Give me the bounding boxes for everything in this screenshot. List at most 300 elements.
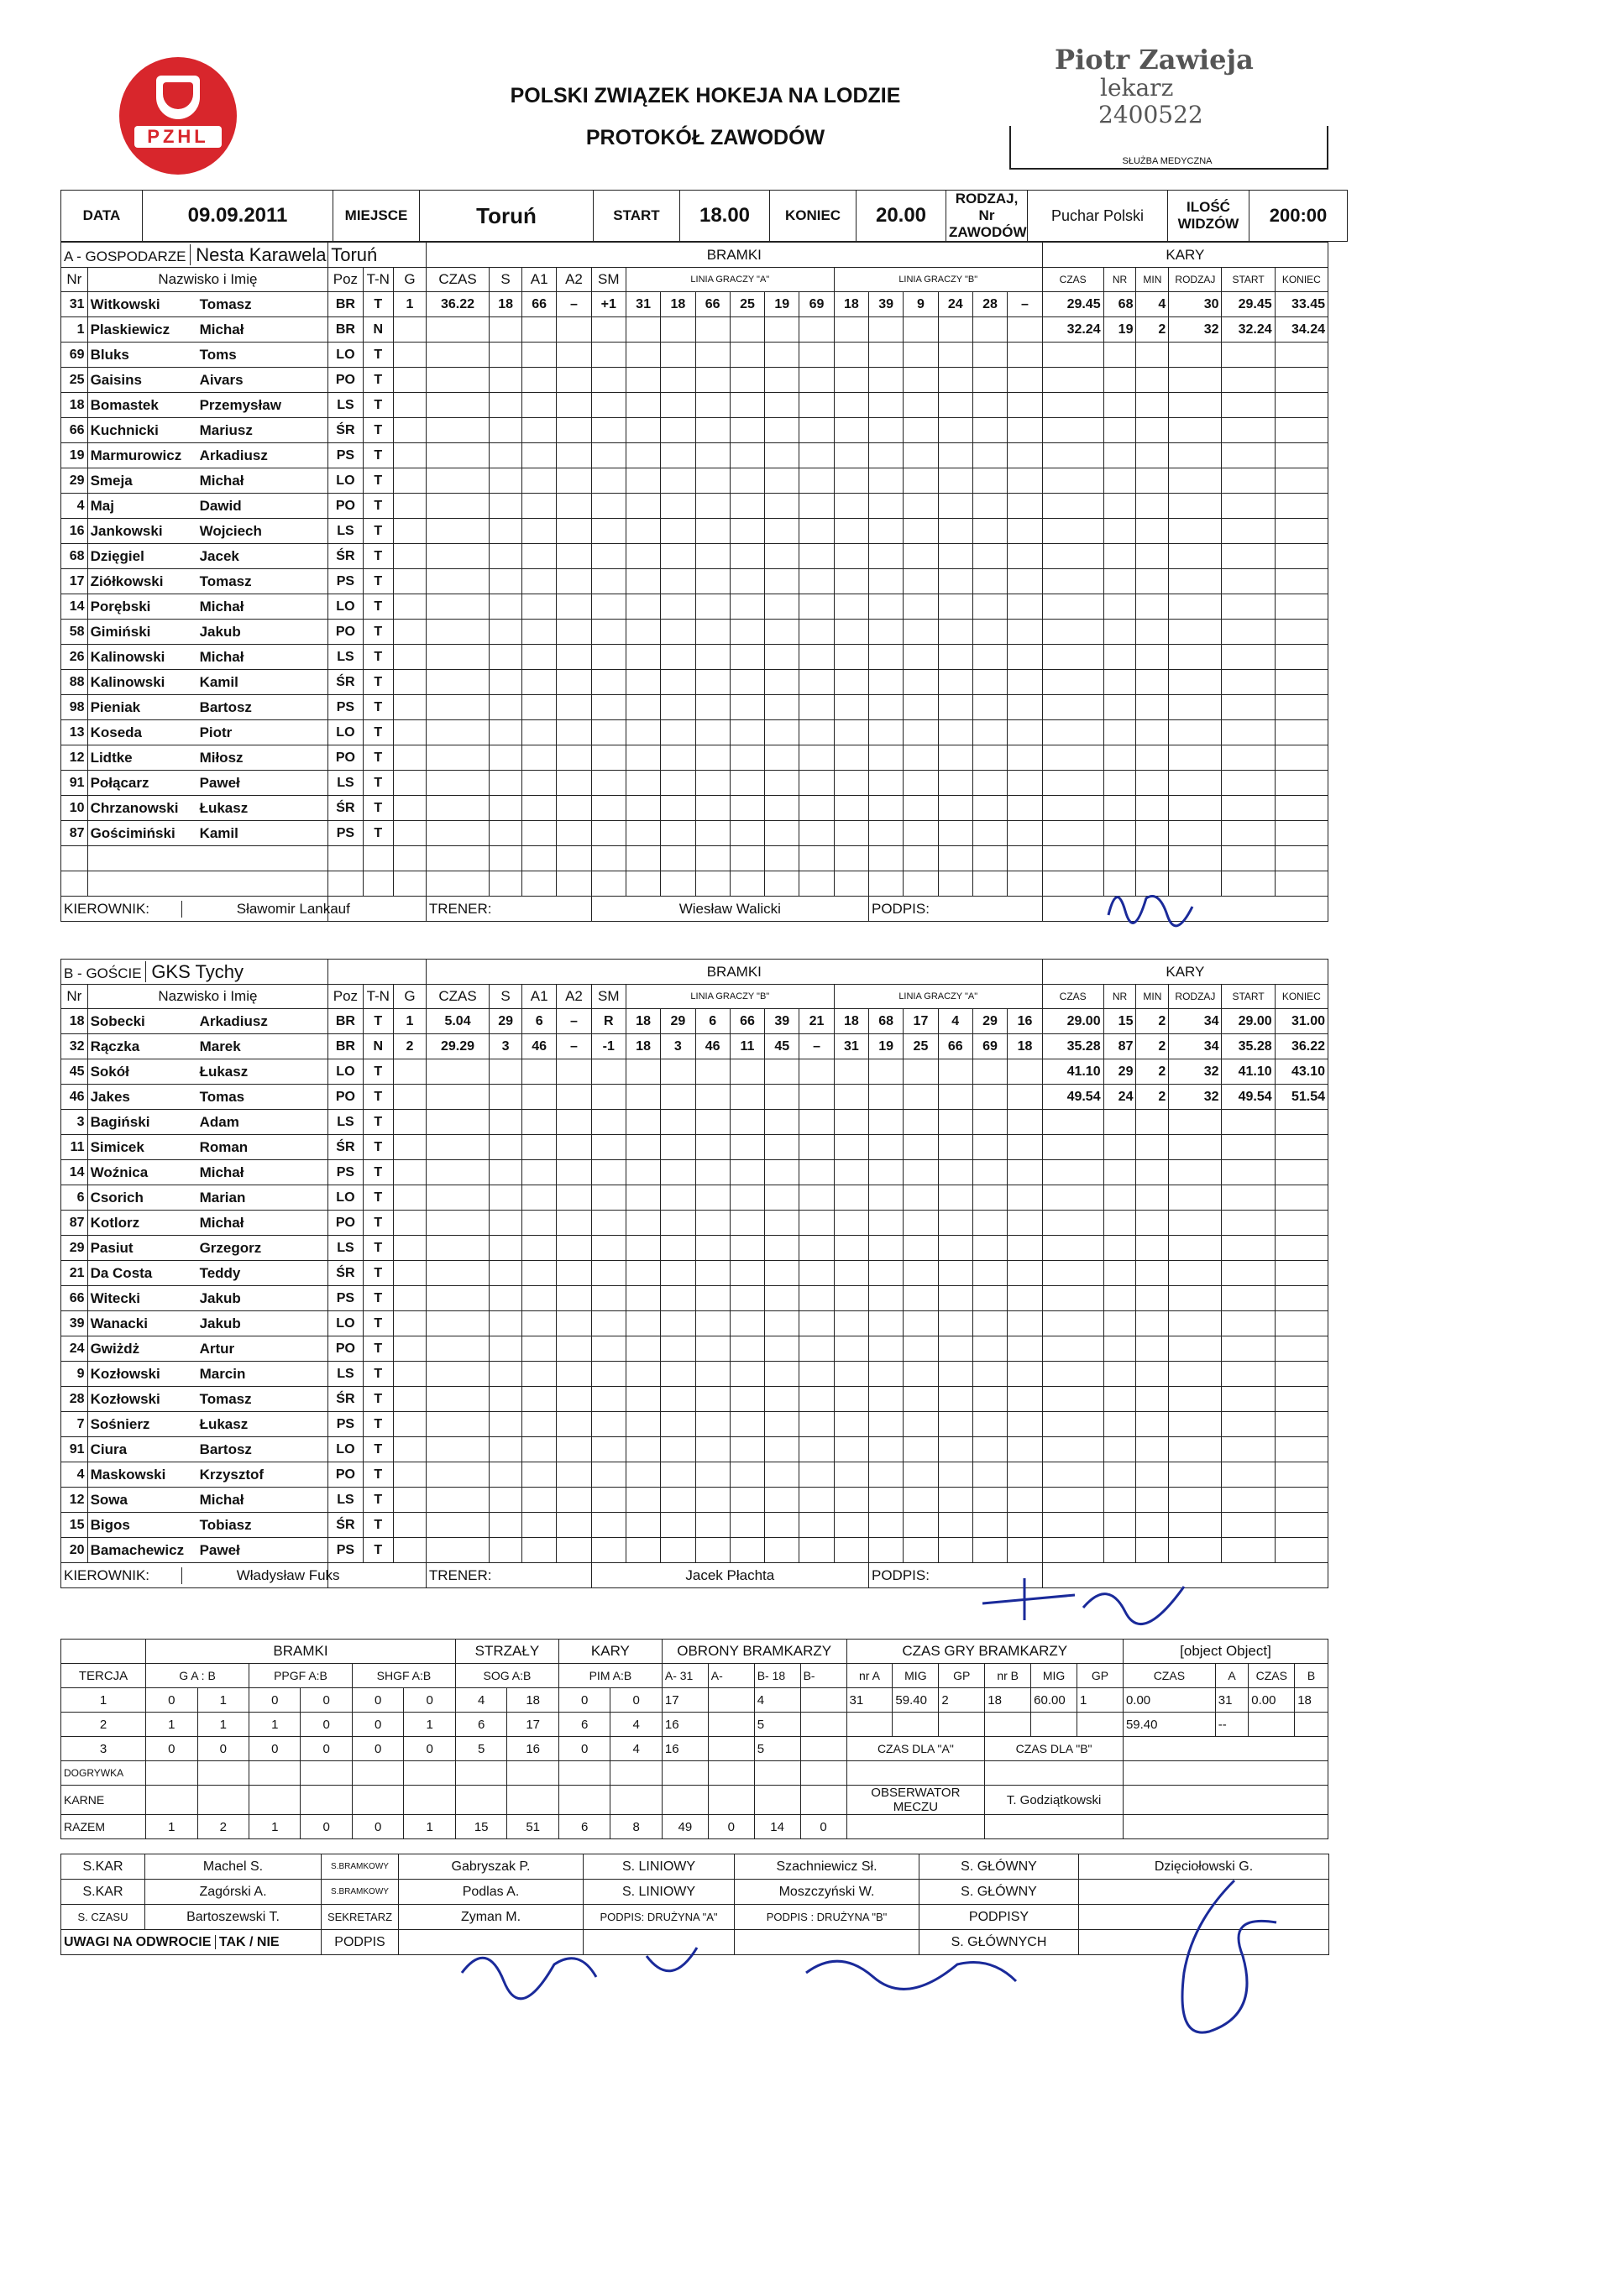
player-number: 16 <box>61 519 88 544</box>
player-tn: T <box>363 1236 393 1261</box>
karne-label: KARNE <box>61 1786 146 1815</box>
col-mig-a: MIG <box>893 1664 939 1688</box>
player-position: LS <box>328 771 363 796</box>
player-firstname: Łukasz <box>199 1415 249 1432</box>
player-position: LO <box>328 1059 363 1085</box>
goal-cell: 46 <box>522 1034 557 1059</box>
player-name <box>87 695 328 720</box>
value-a: 0 <box>146 1688 197 1713</box>
summary-kary: KARY <box>558 1640 662 1664</box>
player-position: LO <box>328 1437 363 1462</box>
player-surname: Bamachewicz <box>90 1541 185 1558</box>
goal-cell: 2 <box>394 1034 427 1059</box>
player-firstname: Teddy <box>199 1264 241 1281</box>
penalty-cell: 2 <box>1136 1059 1169 1085</box>
player-surname: Pasiut <box>90 1239 134 1256</box>
team_a-col-s: S <box>490 268 522 292</box>
player-firstname: Tomasz <box>199 573 252 589</box>
player-firstname: Paweł <box>199 774 240 791</box>
col-nrb: nr B <box>985 1664 1031 1688</box>
value-a: 0 <box>249 1688 301 1713</box>
value-a: 0 <box>146 1737 197 1761</box>
czas-dla-a: CZAS DLA "A" <box>846 1737 985 1761</box>
player-number: 39 <box>61 1311 88 1336</box>
col-a31: A- 31 <box>662 1664 708 1688</box>
player-number: 15 <box>61 1513 88 1538</box>
team_a-player-row <box>61 569 1328 594</box>
penalty-cell: 87 <box>1103 1034 1136 1059</box>
value-b: 0 <box>301 1815 352 1839</box>
goal-cell: 31 <box>626 292 660 317</box>
player-number: 7 <box>61 1412 88 1437</box>
player-tn: T <box>363 594 393 620</box>
col-mig-b: MIG <box>1031 1664 1077 1688</box>
value-b: 17 <box>507 1713 558 1737</box>
player-surname: Sowa <box>90 1491 128 1508</box>
team_a-player-row <box>61 720 1328 745</box>
team_a-player-row <box>61 368 1328 393</box>
saves-a-total: 49 <box>662 1815 708 1839</box>
player-tn: T <box>363 468 393 494</box>
player-surname: Lidtke <box>90 749 133 766</box>
end-time: 20.00 <box>857 191 946 242</box>
player-tn: T <box>363 292 393 317</box>
player-surname: Kozłowski <box>90 1390 160 1407</box>
player-number: 26 <box>61 645 88 670</box>
goal-cell: – <box>1008 292 1043 317</box>
penalty-cell: 24 <box>1103 1085 1136 1110</box>
player-surname: Maj <box>90 497 114 514</box>
team_a-team-name: Nesta Karawela Toruń <box>190 244 377 265</box>
player-tn: T <box>363 1085 393 1110</box>
player-firstname: Piotr <box>199 724 233 740</box>
value-b: 4 <box>610 1737 662 1761</box>
player-tn: T <box>363 569 393 594</box>
col-zmiany-czas-b: CZAS <box>1249 1664 1295 1688</box>
player-surname: Koseda <box>90 724 142 740</box>
match-place: Toruń <box>420 191 594 242</box>
gk-b-number: 18 <box>985 1688 1031 1713</box>
player-surname: Wanacki <box>90 1315 148 1331</box>
player-name <box>87 519 328 544</box>
podpis-b-label: PODPIS : DRUŻYNA "B" <box>735 1905 919 1930</box>
team_b-col-k-start: START <box>1222 985 1275 1009</box>
goal-cell: 31 <box>834 1034 868 1059</box>
team_b-player-row <box>61 1185 1328 1211</box>
player-tn: T <box>363 368 393 393</box>
value-a: 6 <box>558 1815 610 1839</box>
penalty-cell: 32.24 <box>1222 317 1275 343</box>
player-name <box>87 368 328 393</box>
penalty-cell: 29.00 <box>1222 1009 1275 1034</box>
player-number <box>61 846 88 871</box>
zmiany-time-2: 0.00 <box>1249 1688 1295 1713</box>
team_a-col-k-min: MIN <box>1136 268 1169 292</box>
player-number: 45 <box>61 1059 88 1085</box>
team_b-player-row <box>61 1336 1328 1362</box>
team_b-col-a1: A1 <box>522 985 557 1009</box>
player-surname: Plaskiewicz <box>90 321 170 337</box>
team_b-team-name: GKS Tychy <box>145 961 244 982</box>
sczasu-label: S. CZASU <box>61 1905 145 1930</box>
player-firstname: Miłosz <box>199 749 244 766</box>
team_a-col-poz: Poz <box>328 268 363 292</box>
player-number: 69 <box>61 343 88 368</box>
penalty-cell: 15 <box>1103 1009 1136 1034</box>
goal-cell: 18 <box>626 1034 660 1059</box>
saves-b: 5 <box>754 1713 800 1737</box>
goal-cell: – <box>557 1034 591 1059</box>
zmiany-a: 31 <box>1215 1688 1249 1713</box>
value-a: 0 <box>558 1688 610 1713</box>
value-a: 15 <box>455 1815 506 1839</box>
goal-cell: 39 <box>869 292 904 317</box>
player-number: 24 <box>61 1336 88 1362</box>
team_a-manager: KIEROWNIK: Sławomir Lankauf <box>61 897 328 922</box>
col-gp-b: GP <box>1077 1664 1124 1688</box>
player-position: LS <box>328 1110 363 1135</box>
player-name <box>87 418 328 443</box>
goal-cell: 68 <box>869 1009 904 1034</box>
player-tn: T <box>363 1387 393 1412</box>
player-name <box>87 1110 328 1135</box>
penalty-cell: 2 <box>1136 1085 1169 1110</box>
goal-cell: 45 <box>765 1034 799 1059</box>
skar-label: S.KAR <box>61 1854 145 1880</box>
player-name <box>87 1412 328 1437</box>
player-surname: Maskowski <box>90 1466 166 1483</box>
value-b: 4 <box>610 1713 662 1737</box>
player-firstname: Krzysztof <box>199 1466 265 1483</box>
team_b-manager: KIEROWNIK: Władysław Fuks <box>61 1563 328 1588</box>
value-a: 0 <box>249 1737 301 1761</box>
penalty-cell: 36.22 <box>1275 1034 1328 1059</box>
widzow-label: ILOŚĆ WIDZÓW <box>1168 191 1249 242</box>
player-surname: Witkowski <box>90 295 160 312</box>
value-b: 2 <box>197 1815 249 1839</box>
player-name <box>87 821 328 846</box>
team_a-col-k-start: START <box>1222 268 1275 292</box>
col-ga: G A : B <box>146 1664 249 1688</box>
player-tn: T <box>363 771 393 796</box>
player-firstname: Marek <box>199 1038 241 1054</box>
penalty-cell: 41.10 <box>1222 1059 1275 1085</box>
player-surname: Bomastek <box>90 396 159 413</box>
team_a-signature-label: PODPIS: <box>869 897 1043 922</box>
value-b: 1 <box>404 1713 455 1737</box>
team_b-player-row <box>61 1437 1328 1462</box>
goal-cell: +1 <box>591 292 626 317</box>
col-gp-a: GP <box>939 1664 985 1688</box>
player-surname: Sokół <box>90 1063 129 1080</box>
player-position: ŚR <box>328 1387 363 1412</box>
team_a-coach: Wiesław Walicki <box>591 897 868 922</box>
player-tn: T <box>363 1185 393 1211</box>
player-position: ŚR <box>328 670 363 695</box>
penalty-cell: 34.24 <box>1275 317 1328 343</box>
col-b: B- <box>800 1664 846 1688</box>
player-firstname: Bartosz <box>199 1441 252 1457</box>
player-tn: T <box>363 1059 393 1085</box>
player-firstname: Wojciech <box>199 522 262 539</box>
zmiany-dash: -- <box>1215 1713 1249 1737</box>
team_a-kary-header: KARY <box>1042 243 1328 268</box>
summary-strzaly: STRZAŁY <box>455 1640 558 1664</box>
player-number: 87 <box>61 821 88 846</box>
czas-dla-b: CZAS DLA "B" <box>985 1737 1124 1761</box>
team_a-player-row <box>61 771 1328 796</box>
team_b-player-row <box>61 1110 1328 1135</box>
zmiany-time-3: 59.40 <box>1123 1713 1215 1737</box>
medic-stamp-name: Piotr Zawieja <box>1055 44 1254 76</box>
team_a-col-sm: SM <box>591 268 626 292</box>
player-firstname: Grzegorz <box>199 1239 262 1256</box>
penalty-cell: 29.00 <box>1042 1009 1103 1034</box>
player-surname: Witecki <box>90 1289 140 1306</box>
value-b: 18 <box>507 1688 558 1713</box>
player-tn <box>363 846 393 871</box>
player-position: LO <box>328 1185 363 1211</box>
signature-team-b <box>974 1570 1192 1629</box>
summary-czas-gry: CZAS GRY BRAMKARZY <box>846 1640 1123 1664</box>
rodzaj-value: Puchar Polski <box>1028 191 1168 242</box>
value-b: 0 <box>301 1688 352 1713</box>
team_b-col-k-czas: CZAS <box>1042 985 1103 1009</box>
player-number: 66 <box>61 418 88 443</box>
goal-cell: 19 <box>765 292 799 317</box>
player-firstname: Michał <box>199 321 244 337</box>
team_a-col-tn: T-N <box>363 268 393 292</box>
team_a-player-row <box>61 443 1328 468</box>
team_b-col-s: S <box>490 985 522 1009</box>
player-position: PS <box>328 569 363 594</box>
player-surname: Porębski <box>90 598 151 615</box>
team_b-signature-label: PODPIS: <box>869 1563 1043 1588</box>
goal-cell: 66 <box>938 1034 972 1059</box>
player-firstname: Przemysław <box>199 396 281 413</box>
player-surname: Smeja <box>90 472 133 489</box>
team_a-player-row <box>61 292 1328 317</box>
player-firstname: Tomas <box>199 1088 245 1105</box>
goal-cell: 66 <box>730 1009 764 1034</box>
team_a-player-row <box>61 519 1328 544</box>
team_a-col-g: G <box>394 268 427 292</box>
player-position: LO <box>328 594 363 620</box>
penalty-cell: 34 <box>1169 1034 1222 1059</box>
player-firstname: Kamil <box>199 824 238 841</box>
value-b: 0 <box>301 1713 352 1737</box>
goal-cell: 29 <box>972 1009 1007 1034</box>
player-number: 19 <box>61 443 88 468</box>
signature-secretary <box>453 1931 1024 1998</box>
player-name <box>87 620 328 645</box>
player-firstname: Tobiasz <box>199 1516 252 1533</box>
goal-cell: 18 <box>661 292 695 317</box>
player-number: 14 <box>61 594 88 620</box>
value-b: 51 <box>507 1815 558 1839</box>
miejsce-label: MIEJSCE <box>333 191 420 242</box>
penalty-cell: 32 <box>1169 1085 1222 1110</box>
player-surname: Simicek <box>90 1138 144 1155</box>
player-firstname: Łukasz <box>199 1063 249 1080</box>
player-tn: T <box>363 1538 393 1563</box>
goal-cell: 6 <box>695 1009 730 1034</box>
player-firstname: Marian <box>199 1189 246 1206</box>
goal-cell: 66 <box>522 292 557 317</box>
player-position: PS <box>328 443 363 468</box>
skar-1: Machel S. <box>145 1854 322 1880</box>
player-number: 66 <box>61 1286 88 1311</box>
saves-a: 16 <box>662 1713 708 1737</box>
obserwator-name: T. Godziątkowski <box>985 1786 1124 1815</box>
goal-cell: 18 <box>834 1009 868 1034</box>
team_a-player-row <box>61 343 1328 368</box>
goal-cell: 18 <box>490 292 522 317</box>
player-position: PS <box>328 695 363 720</box>
player-name <box>87 393 328 418</box>
penalty-cell: 2 <box>1136 1034 1169 1059</box>
player-number: 28 <box>61 1387 88 1412</box>
spectators: 200:00 <box>1249 191 1348 242</box>
col-zmiany-b: B <box>1295 1664 1328 1688</box>
player-firstname: Artur <box>199 1340 235 1357</box>
player-surname: Gościmiński <box>90 824 175 841</box>
player-name <box>87 645 328 670</box>
player-number: 10 <box>61 796 88 821</box>
period-number: 2 <box>61 1713 146 1737</box>
player-position: PS <box>328 1538 363 1563</box>
sekretarz-value: Zyman M. <box>399 1905 584 1930</box>
value-b: 0 <box>404 1737 455 1761</box>
penalty-cell: 29.45 <box>1222 292 1275 317</box>
col-b18: B- 18 <box>754 1664 800 1688</box>
player-tn: T <box>363 1135 393 1160</box>
player-surname: Kalinowski <box>90 648 165 665</box>
player-name <box>87 796 328 821</box>
dogrywka-label: DOGRYWKA <box>61 1761 146 1786</box>
player-tn: T <box>363 1362 393 1387</box>
penalty-cell: 34 <box>1169 1009 1222 1034</box>
player-number: 3 <box>61 1110 88 1135</box>
zmiany-time-1: 0.00 <box>1123 1688 1215 1713</box>
player-name <box>87 468 328 494</box>
player-name <box>87 443 328 468</box>
player-tn <box>363 871 393 897</box>
team_b-col-nr: Nr <box>61 985 88 1009</box>
team_a-col-k-koniec: KONIEC <box>1275 268 1328 292</box>
player-tn: T <box>363 393 393 418</box>
player-surname: Ciura <box>90 1441 128 1457</box>
team_b-player-row <box>61 1387 1328 1412</box>
player-name <box>87 1185 328 1211</box>
value-a: 0 <box>558 1737 610 1761</box>
player-firstname: Bartosz <box>199 698 252 715</box>
player-tn: T <box>363 494 393 519</box>
player-number: 29 <box>61 468 88 494</box>
team_a-col-name: Nazwisko i Imię <box>87 268 328 292</box>
player-firstname: Arkadiusz <box>199 1012 268 1029</box>
player-position: BR <box>328 292 363 317</box>
team_b-player-row <box>61 1236 1328 1261</box>
player-firstname: Jakub <box>199 1315 241 1331</box>
value-a: 0 <box>352 1737 403 1761</box>
player-number: 91 <box>61 771 88 796</box>
saves-a: 16 <box>662 1737 708 1761</box>
value-a: 1 <box>249 1815 301 1839</box>
value-b: 0 <box>301 1737 352 1761</box>
player-firstname: Toms <box>199 346 237 363</box>
player-firstname: Dawid <box>199 497 242 514</box>
player-name <box>87 670 328 695</box>
col-pim: PIM A:B <box>558 1664 662 1688</box>
goal-cell: 21 <box>799 1009 834 1034</box>
team_b-col-k-rodzaj: RODZAJ <box>1169 985 1222 1009</box>
team_a-roster-table <box>60 242 1328 922</box>
team_a-team-label: A - GOSPODARZE Nesta Karawela Toruń <box>61 243 328 268</box>
player-position <box>328 846 363 871</box>
team_b-col-czas: CZAS <box>426 985 489 1009</box>
player-surname: Połącarz <box>90 774 149 791</box>
team_b-col-k-min: MIN <box>1136 985 1169 1009</box>
goal-cell: 1 <box>394 292 427 317</box>
player-tn: T <box>363 1009 393 1034</box>
goal-cell: 16 <box>1008 1009 1043 1034</box>
value-b: 1 <box>197 1688 249 1713</box>
player-position: LO <box>328 720 363 745</box>
player-position: BR <box>328 1009 363 1034</box>
player-position: PO <box>328 1336 363 1362</box>
player-position: LS <box>328 1362 363 1387</box>
player-tn: T <box>363 519 393 544</box>
player-number: 1 <box>61 317 88 343</box>
summary-obrony: OBRONY BRAMKARZY <box>662 1640 846 1664</box>
team_b-player-row <box>61 1362 1328 1387</box>
player-tn: T <box>363 1261 393 1286</box>
penalty-cell: 49.54 <box>1042 1085 1103 1110</box>
goal-cell: 19 <box>869 1034 904 1059</box>
player-number: 18 <box>61 393 88 418</box>
value-a: 5 <box>455 1737 506 1761</box>
player-surname: Bigos <box>90 1516 130 1533</box>
player-tn: T <box>363 695 393 720</box>
player-tn: T <box>363 1110 393 1135</box>
player-surname: Chrzanowski <box>90 799 179 816</box>
team_b-col-linia-1: LINIA GRACZY "B" <box>626 985 834 1009</box>
goal-cell: 11 <box>730 1034 764 1059</box>
player-name <box>87 1286 328 1311</box>
player-name <box>87 1336 328 1362</box>
period-row <box>61 1713 1328 1737</box>
slin-label: S. LINIOWY <box>584 1854 735 1880</box>
sglo-1: Dzięciołowski G. <box>1079 1854 1329 1880</box>
player-tn: T <box>363 418 393 443</box>
team_a-player-row <box>61 494 1328 519</box>
team_b-player-row <box>61 1261 1328 1286</box>
player-name <box>87 317 328 343</box>
sczasu-value: Bartoszewski T. <box>145 1905 322 1930</box>
penalty-cell: 68 <box>1103 292 1136 317</box>
skar-2: Zagórski A. <box>145 1880 322 1905</box>
team_b-col-name: Nazwisko i Imię <box>87 985 328 1009</box>
player-number: 98 <box>61 695 88 720</box>
value-b: 1 <box>197 1713 249 1737</box>
penalty-cell: 29 <box>1103 1059 1136 1085</box>
saves-b-extra: 0 <box>800 1815 846 1839</box>
value-a: 1 <box>249 1713 301 1737</box>
team_a-player-row <box>61 645 1328 670</box>
team_a-player-row <box>61 594 1328 620</box>
player-firstname: Marcin <box>199 1365 246 1382</box>
